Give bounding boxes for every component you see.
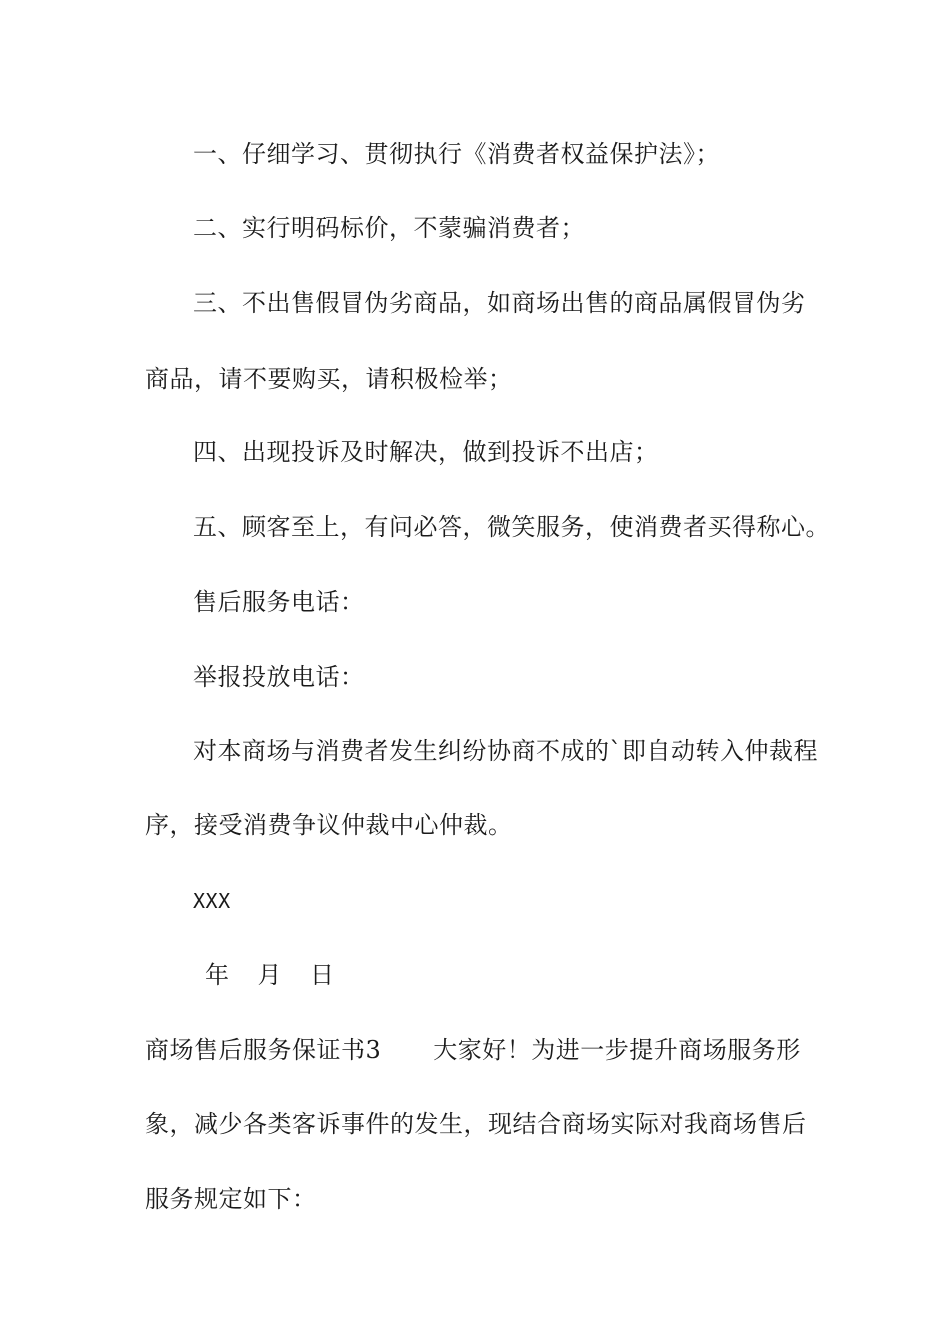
- date-line: [205, 960, 875, 990]
- signature-placeholder: XXX: [193, 889, 231, 913]
- section3-intro: 大家好！为进一步提升商场服务形: [433, 1036, 801, 1064]
- report-phone-label: 举报投放电话：: [193, 663, 365, 691]
- section3-line-3: 服务规定如下：: [145, 1185, 317, 1213]
- clause-1: 一、仔细学习、贯彻执行《消费者权益保护法》；: [193, 140, 720, 168]
- clause-2: 二、实行明码标价，不蒙骗消费者；: [193, 214, 585, 242]
- service-phone-label: 售后服务电话：: [193, 588, 365, 616]
- clause-5: 五、顾客至上，有问必答，微笑服务，使消费者买得称心。: [193, 513, 830, 541]
- section3-line-1: [145, 1035, 815, 1065]
- section3-title: 商场售后服务保证书3: [145, 1036, 382, 1064]
- arbitration-line-2: 序，接受消费争议仲裁中心仲裁。: [145, 811, 513, 839]
- date-day: 日: [310, 961, 335, 989]
- clause-3-line-1: 三、不出售假冒伪劣商品，如商场出售的商品属假冒伪劣: [193, 289, 806, 317]
- clause-3-line-2: 商品，请不要购买，请积极检举；: [145, 365, 513, 393]
- arbitration-line-1: 对本商场与消费者发生纠纷协商不成的`即自动转入仲裁程: [193, 737, 818, 765]
- section3-line-2: 象，减少各类客诉事件的发生，现结合商场实际对我商场售后: [145, 1110, 807, 1138]
- clause-4: 四、出现投诉及时解决，做到投诉不出店；: [193, 438, 659, 466]
- date-year: 年: [205, 961, 230, 989]
- date-month: 月: [257, 961, 282, 989]
